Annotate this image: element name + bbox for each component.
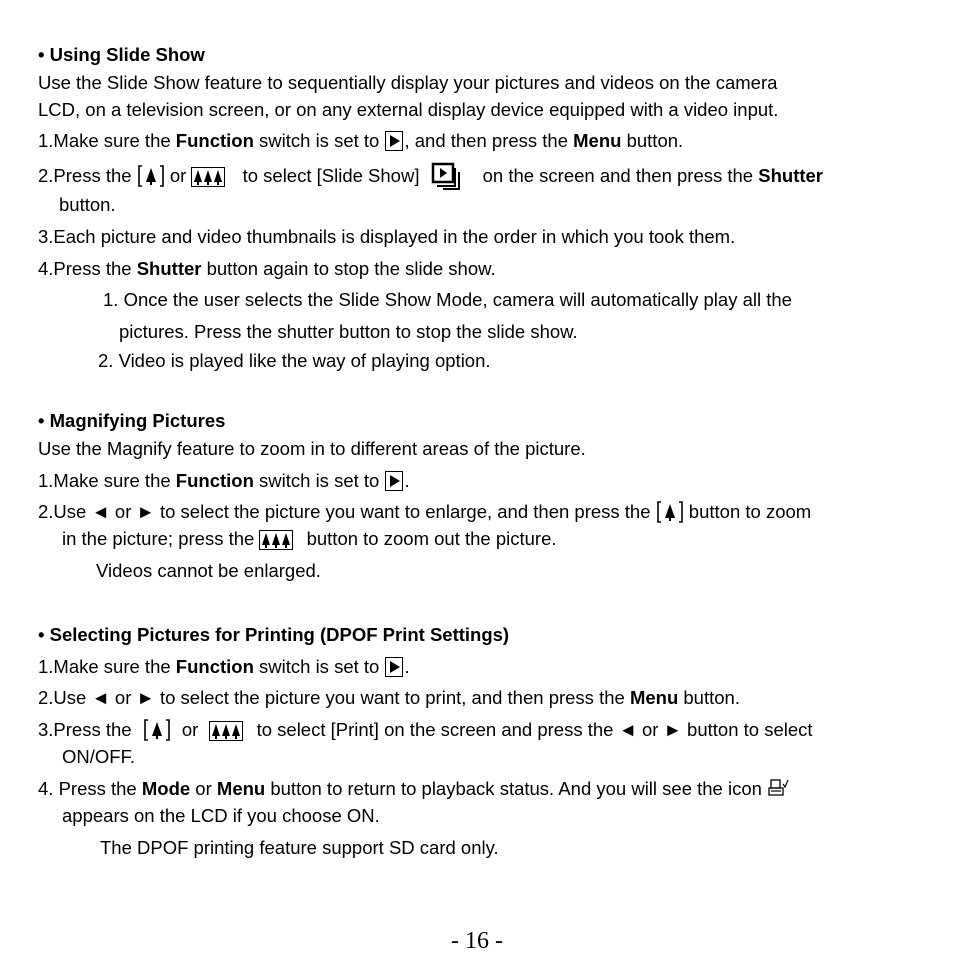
play-icon bbox=[385, 471, 403, 491]
note: Videos cannot be enlarged. bbox=[96, 560, 321, 581]
text: Mode bbox=[141, 778, 191, 799]
text: 2.Use ◄ or ► to select the picture you want to enlarge, and then press the bbox=[38, 501, 656, 522]
page-number: - 16 - bbox=[451, 928, 503, 954]
text: to select [Slide Show] bbox=[237, 165, 420, 186]
note-2: 2. Video is played like the way of playing option. bbox=[98, 350, 491, 371]
text: Function bbox=[175, 470, 254, 491]
text: 2.Press the bbox=[38, 165, 137, 186]
zoom-in-tree-icon bbox=[143, 719, 171, 746]
step-2 bbox=[38, 687, 740, 709]
text: or bbox=[164, 165, 192, 186]
text: Function bbox=[175, 130, 254, 151]
step-1 bbox=[38, 656, 410, 678]
text: or bbox=[190, 778, 217, 799]
step-4 bbox=[38, 258, 496, 280]
text: button to zoom bbox=[683, 501, 812, 522]
section-heading-magnify: • Magnifying Pictures bbox=[38, 410, 226, 431]
text: Menu bbox=[573, 130, 622, 151]
print-icon bbox=[767, 778, 789, 803]
zoom-out-trees-icon bbox=[209, 721, 243, 746]
section-heading-dpof: • Selecting Pictures for Printing (DPOF Print Settings) bbox=[38, 624, 510, 645]
note-1-cont: pictures. Press the shutter button to stop the slide show. bbox=[119, 321, 578, 342]
text: in the picture; press the bbox=[62, 528, 260, 549]
text: switch is set to bbox=[253, 130, 385, 151]
note: The DPOF printing feature support SD card only. bbox=[100, 837, 499, 858]
play-icon bbox=[385, 657, 403, 677]
step-1 bbox=[38, 130, 683, 152]
text: button. bbox=[621, 130, 684, 151]
text: . bbox=[404, 656, 410, 677]
play-icon bbox=[385, 131, 403, 151]
text: 1.Make sure the bbox=[38, 656, 176, 677]
text: switch is set to bbox=[253, 470, 385, 491]
text: 2.Use ◄ or ► to select the picture you want to print, and then press the bbox=[38, 687, 630, 708]
step-3 bbox=[38, 719, 813, 746]
text: button. bbox=[678, 687, 740, 708]
step-4 bbox=[38, 778, 789, 803]
text: Menu bbox=[216, 778, 266, 799]
zoom-in-tree-icon bbox=[137, 165, 165, 192]
step-4-cont: appears on the LCD if you choose ON. bbox=[62, 805, 380, 826]
paragraph: button. bbox=[59, 194, 116, 215]
text: 3.Press the bbox=[38, 719, 137, 740]
step-3-cont: ON/OFF. bbox=[62, 746, 135, 767]
section-heading-slide-show: • Using Slide Show bbox=[38, 44, 205, 65]
step-2 bbox=[38, 162, 823, 195]
text: button again to stop the slide show. bbox=[201, 258, 496, 279]
text: 1.Make sure the bbox=[38, 470, 176, 491]
slideshow-icon bbox=[431, 162, 463, 195]
text: 1.Make sure the bbox=[38, 130, 176, 151]
text: button to zoom out the picture. bbox=[301, 528, 557, 549]
text: 4.Press the bbox=[38, 258, 137, 279]
note-1: 1. Once the user selects the Slide Show Mode, camera will automatically play all the bbox=[103, 289, 792, 310]
text: 4. Press the bbox=[38, 778, 142, 799]
paragraph: Use the Slide Show feature to sequentially display your pictures and videos on the camera bbox=[38, 72, 778, 93]
text: , and then press the bbox=[404, 130, 574, 151]
text: or bbox=[176, 719, 204, 740]
text: Shutter bbox=[136, 258, 202, 279]
step-2 bbox=[38, 501, 811, 528]
text: . bbox=[404, 470, 410, 491]
text: on the screen and then press the bbox=[477, 165, 759, 186]
text: Shutter bbox=[758, 165, 823, 186]
text: switch is set to bbox=[253, 656, 385, 677]
text: Function bbox=[175, 656, 254, 677]
text: button to return to playback status. And you will see the icon bbox=[265, 778, 768, 799]
step-2-cont bbox=[62, 528, 557, 555]
paragraph: LCD, on a television screen, or on any external display device equipped with a video input. bbox=[38, 99, 779, 120]
text: to select [Print] on the screen and press the ◄ or ► button to select bbox=[251, 719, 813, 740]
zoom-in-tree-icon bbox=[656, 501, 684, 528]
text: Menu bbox=[629, 687, 679, 708]
zoom-out-trees-icon bbox=[191, 167, 225, 192]
zoom-out-trees-icon bbox=[259, 530, 293, 555]
paragraph: Use the Magnify feature to zoom in to different areas of the picture. bbox=[38, 438, 586, 459]
step-3: 3.Each picture and video thumbnails is displayed in the order in which you took them. bbox=[38, 226, 736, 247]
step-1 bbox=[38, 470, 410, 492]
